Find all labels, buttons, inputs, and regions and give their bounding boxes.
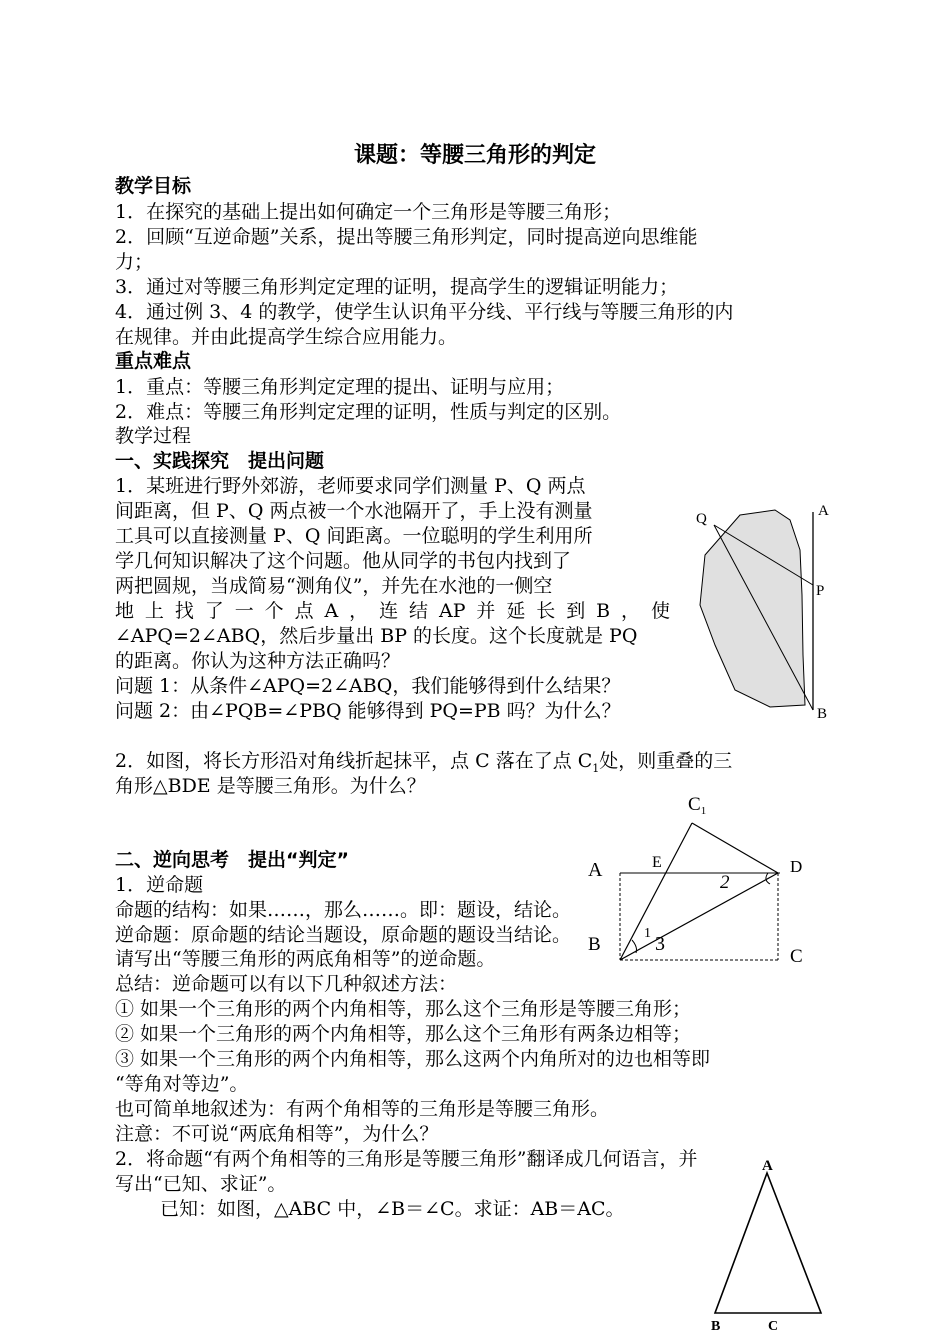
fold-label: 2 xyxy=(720,872,730,893)
pond-label: A xyxy=(818,503,829,519)
section2-heading: 二、逆向思考 提出“判定” xyxy=(115,849,349,871)
problem1-line: 学几何知识解决了这个问题。他从同学的书包内找到了 xyxy=(115,550,572,572)
triangle-label: B xyxy=(711,1319,721,1334)
section2-line: 1．逆命题 xyxy=(115,874,204,896)
given-prove-line: 已知：如图，△ABC 中，∠B＝∠C。求证：AB＝AC。 xyxy=(160,1198,625,1220)
fold-label: B xyxy=(588,934,601,955)
question-2: 问题 2：由∠PQB=∠PBQ 能够得到 PQ=PB 吗？为什么？ xyxy=(115,700,621,722)
section2-line: ③ 如果一个三角形的两个内角相等，那么这两个内角所对的边也相等即 xyxy=(115,1048,711,1070)
objectives-heading: 教学目标 xyxy=(115,175,192,197)
objective-item: 力； xyxy=(115,251,154,273)
problem2-line: 角形△BDE 是等腰三角形。为什么？ xyxy=(115,775,426,797)
pond-shape xyxy=(700,510,805,707)
fold-figure xyxy=(580,790,820,975)
page-title: 课题：等腰三角形的判定 xyxy=(353,143,596,168)
section2-line: ② 如果一个三角形的两个内角相等，那么这个三角形有两条边相等； xyxy=(115,1023,692,1045)
section2-line: 注意：不可说“两底角相等”，为什么？ xyxy=(115,1123,439,1145)
objective-item: 在规律。并由此提高学生综合应用能力。 xyxy=(115,326,458,348)
keypoints-heading: 重点难点 xyxy=(115,350,192,372)
problem1-line: 两把圆规，当成简易“测角仪”，并先在水池的一侧空 xyxy=(115,575,553,597)
section2-line: 写出“已知、求证”。 xyxy=(115,1173,287,1195)
process-heading: 教学过程 xyxy=(115,425,192,447)
fold-label: C xyxy=(790,946,803,967)
triangle-abc xyxy=(715,1173,821,1313)
pond-label: B xyxy=(817,706,828,722)
keypoint-item: 2．难点：等腰三角形判定定理的证明，性质与判定的区别。 xyxy=(115,401,622,423)
pond-label: P xyxy=(816,583,825,599)
objective-item: 1．在探究的基础上提出如何确定一个三角形是等腰三角形； xyxy=(115,201,622,223)
keypoint-item: 1．重点：等腰三角形判定定理的提出、证明与应用； xyxy=(115,376,565,398)
problem1-line: 地上找了一个点A，连结AP并延长到B，使 xyxy=(115,600,670,622)
fold-label: D xyxy=(790,857,803,876)
fold-label: E xyxy=(652,854,662,871)
problem2-line: 2．如图，将长方形沿对角线折起抹平，点 C 落在了点 $C_1$处，则重叠的三 xyxy=(115,750,733,775)
question-1: 问题 1：从条件∠APQ=2∠ABQ，我们能够得到什么结果？ xyxy=(115,675,621,697)
objective-item: 3．通过对等腰三角形判定定理的证明，提高学生的逻辑证明能力； xyxy=(115,276,679,298)
section2-line: 请写出“等腰三角形的两底角相等”的逆命题。 xyxy=(115,948,496,970)
problem1-line: 的距离。你认为这种方法正确吗？ xyxy=(115,650,401,672)
section2-line: 2．将命题“有两个角相等的三角形是等腰三角形”翻译成几何语言，并 xyxy=(115,1148,698,1170)
section2-line: 逆命题：原命题的结论当题设，原命题的题设当结论。 xyxy=(115,924,572,946)
triangle-figure xyxy=(705,1158,830,1344)
fold-label: 1 xyxy=(644,926,651,941)
objective-item: 4．通过例 3、4 的教学，使学生认识角平分线、平行线与等腰三角形的内 xyxy=(115,301,734,323)
line-c1d xyxy=(692,823,778,873)
problem1-line: 间距离，但 P、Q 两点被一个水池隔开了，手上没有测量 xyxy=(115,500,593,522)
section1-heading: 一、实践探究 提出问题 xyxy=(115,450,325,472)
section2-line: ① 如果一个三角形的两个内角相等，那么这个三角形是等腰三角形； xyxy=(115,998,692,1020)
problem1-line: ∠APQ=2∠ABQ，然后步量出 BP 的长度。这个长度就是 PQ xyxy=(115,625,638,647)
fold-label: 3 xyxy=(655,933,665,955)
fold-label: A xyxy=(588,859,603,881)
section2-line: “等角对等边”。 xyxy=(115,1073,249,1095)
section2-line: 命题的结构：如果……，那么……。即：题设，结论。 xyxy=(115,899,572,921)
problem1-line: 工具可以直接测量 P、Q 间距离。一位聪明的学生利用所 xyxy=(115,525,593,547)
triangle-label: C xyxy=(768,1319,779,1334)
section2-line: 也可简单地叙述为：有两个角相等的三角形是等腰三角形。 xyxy=(115,1098,610,1120)
pond-figure xyxy=(690,495,840,730)
line-bd xyxy=(620,873,778,960)
fold-label: $C_1$ xyxy=(688,794,707,817)
pond-label: Q xyxy=(696,511,707,527)
objective-item: 2．回顾“互逆命题”关系，提出等腰三角形判定，同时提高逆向思维能 xyxy=(115,226,698,248)
problem1-line: 1．某班进行野外郊游，老师要求同学们测量 P、Q 两点 xyxy=(115,475,586,497)
section2-line: 总结：逆命题可以有以下几种叙述方法： xyxy=(115,973,458,995)
triangle-label: A xyxy=(762,1158,773,1174)
